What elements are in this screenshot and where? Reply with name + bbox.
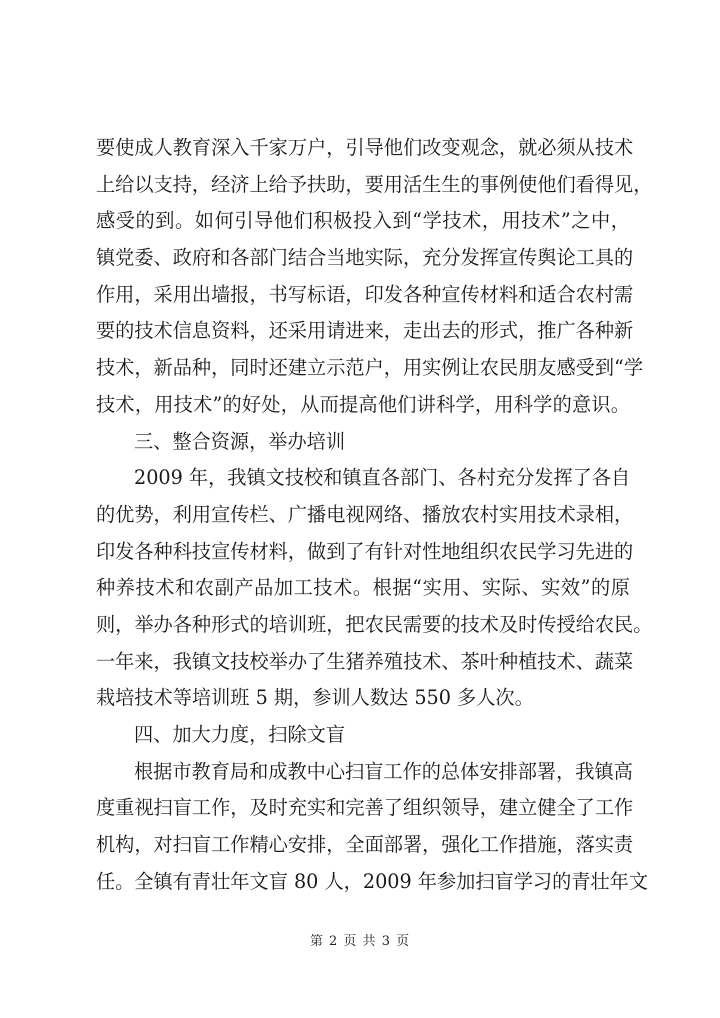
text-line: 镇党委、政府和各部门结合当地实际，充分发挥宣传舆论工具的 [96,246,634,270]
text-line: 作用，采用出墙报，书写标语，印发各种宣传材料和适合农村需 [96,282,634,306]
page-number-footer: 第 2 页 共 3 页 [309,934,411,949]
text-line: 要的技术信息资料，还采用请进来，走出去的形式，推广各种新 [96,319,634,343]
text-line: 上给以支持，经济上给予扶助，要用活生生的事例使他们看得见， [96,172,653,196]
text-line: 栽培技术等培训班 5 期，参训人数达 550 多人次。 [96,686,534,710]
text-line: 则，举办各种形式的培训班，把农民需要的技术及时传授给农民。 [96,612,653,636]
text-line: 度重视扫盲工作，及时充实和完善了组织领导，建立健全了工作 [96,796,634,820]
document-body [96,130,653,900]
text-line: 一年来，我镇文技校举办了生猪养殖技术、茶叶种植技术、蔬菜 [96,649,634,673]
text-line: 的优势，利用宣传栏、广播电视网络、播放农村实用技术录相， [96,502,634,526]
text-line: 种养技术和农副产品加工技术。根据“实用、实际、实效”的原 [96,576,630,600]
section-heading-4: 四、加大力度，扫除文盲 [134,723,346,746]
text-line: 根据市教育局和成教中心扫盲工作的总体安排部署，我镇高 [134,759,633,783]
text-line: 要使成人教育深入千家万户，引导他们改变观念，就必须从技术 [96,136,634,159]
text-line: 技术，新品种，同时还建立示范户，用实例让农民朋友感受到“学 [96,356,644,380]
text-line: 感受的到。如何引导他们积极投入到“学技术，用技术”之中， [96,209,630,233]
text-line: 2009 年，我镇文技校和镇直各部门、各村充分发挥了各自 [134,466,631,490]
text-line: 机构，对扫盲工作精心安排，全面部署，强化工作措施，落实责 [96,833,634,857]
section-heading-3: 三、整合资源，举办培训 [134,429,346,453]
text-line: 任。全镇有青壮年文盲 80 人，2009 年参加扫盲学习的青壮年文 [96,869,649,893]
text-line: 技术，用技术”的好处，从而提高他们讲科学，用科学的意识。 [96,392,630,416]
text-line: 印发各种科技宣传材料，做到了有针对性地组织农民学习先进的 [96,539,634,563]
